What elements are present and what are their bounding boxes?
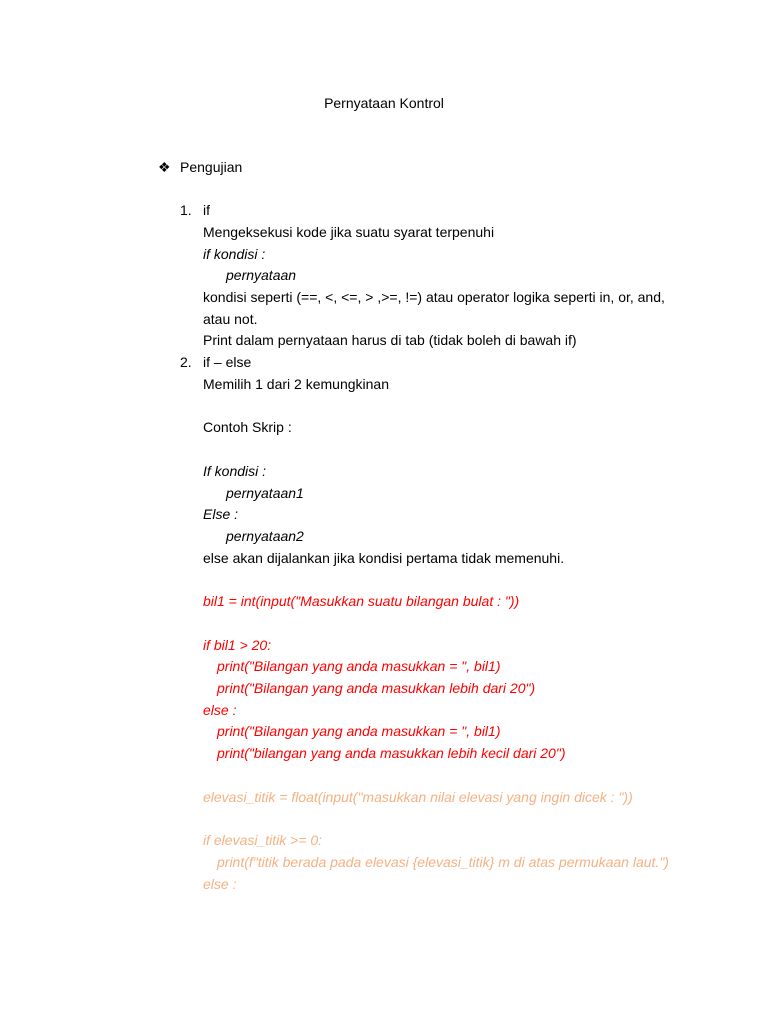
syntax-line: pernyataan2 xyxy=(226,528,304,544)
section-label: Pengujian xyxy=(180,159,243,175)
diamond-bullet-icon: ❖ xyxy=(158,159,171,175)
code-line: print("Bilangan yang anda masukkan = ", bil1) xyxy=(217,723,501,739)
code-line: print("Bilangan yang anda masukkan = ", bil1) xyxy=(217,658,501,674)
list-item-text: atau not. xyxy=(203,311,258,327)
code-line: if bil1 > 20: xyxy=(203,637,272,653)
code-line: elevasi_titik = float(input("masukkan nilai elevasi yang ingin dicek : ")) xyxy=(203,789,633,805)
code-line: print("bilangan yang anda masukkan lebih kecil dari 20") xyxy=(217,745,566,761)
code-line: else : xyxy=(203,702,237,718)
list-number: 2. xyxy=(180,354,192,370)
list-item-text: Memilih 1 dari 2 kemungkinan xyxy=(203,376,389,392)
code-line: if elevasi_titik >= 0: xyxy=(203,832,323,848)
syntax-line: if kondisi : xyxy=(203,246,266,262)
list-item-heading: if xyxy=(203,202,210,218)
list-number: 1. xyxy=(180,202,192,218)
list-item-text: Contoh Skrip : xyxy=(203,419,292,435)
syntax-line: pernyataan xyxy=(226,267,297,283)
code-line: else : xyxy=(203,876,237,892)
section-heading xyxy=(158,158,242,176)
code-line: print(f"titik berada pada elevasi {elevasi_titik} m di atas permukaan laut.") xyxy=(217,854,669,870)
list-item-text: kondisi seperti (==, <, <=, > ,>=, !=) atau operator logika seperti in, or, and, xyxy=(203,289,665,305)
list-item-text: Print dalam pernyataan harus di tab (tidak boleh di bawah if) xyxy=(203,332,577,348)
syntax-line: If kondisi : xyxy=(203,463,267,479)
document-title: Pernyataan Kontrol xyxy=(324,95,444,111)
list-item-text: else akan dijalankan jika kondisi pertama tidak memenuhi. xyxy=(203,550,565,566)
code-line: print("Bilangan yang anda masukkan lebih dari 20") xyxy=(217,680,536,696)
syntax-line: Else : xyxy=(203,506,239,522)
list-item-text: Mengeksekusi kode jika suatu syarat terpenuhi xyxy=(203,224,495,240)
code-line: bil1 = int(input("Masukkan suatu bilangan bulat : ")) xyxy=(203,593,520,609)
list-item-heading: if – else xyxy=(203,354,252,370)
syntax-line: pernyataan1 xyxy=(226,485,304,501)
